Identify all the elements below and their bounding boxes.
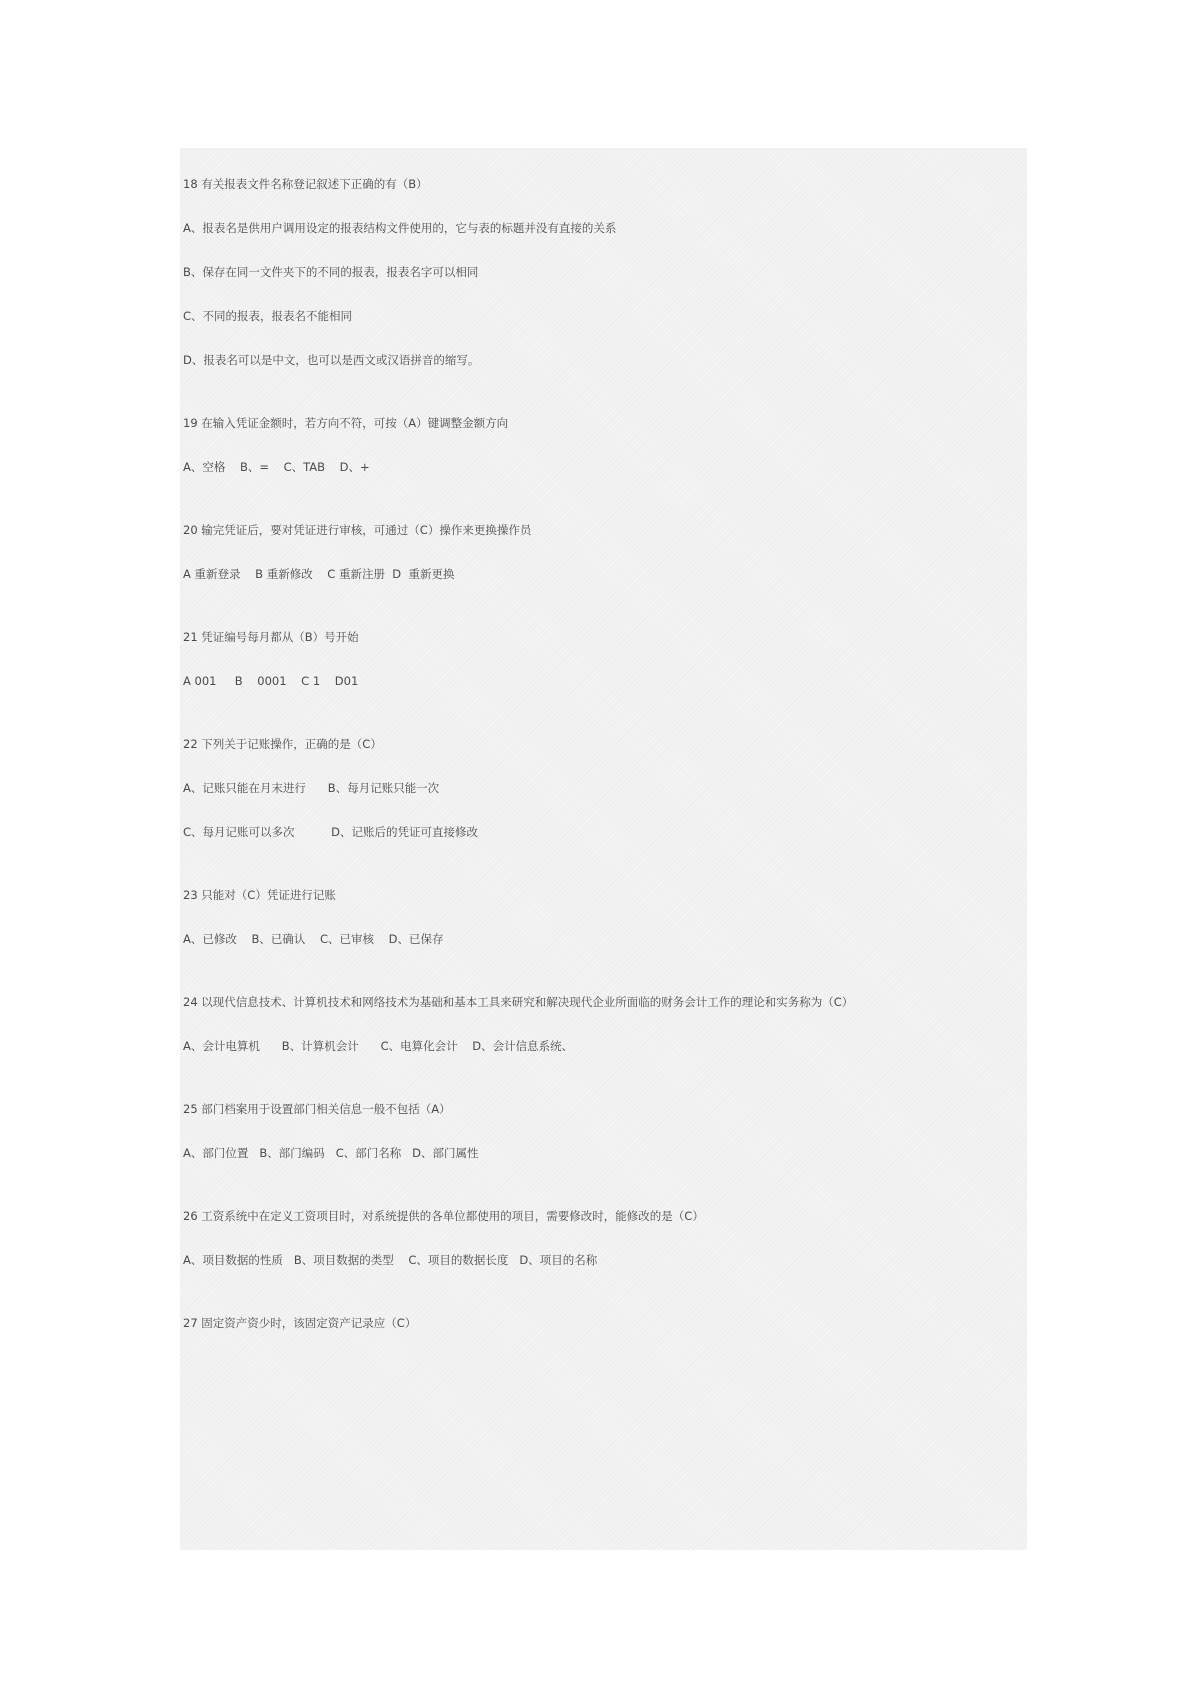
answer-option: A、已修改 B、已确认 C、已审核 D、已保存	[183, 932, 444, 946]
question-block	[183, 413, 1017, 477]
answer-option: A、部门位置 B、部门编码 C、部门名称 D、部门属性	[183, 1146, 479, 1160]
question-text: 19 在输入凭证金额时，若方向不符，可按（A）键调整金额方向	[183, 416, 509, 430]
answer-option: A 重新登录 B 重新修改 C 重新注册 D 重新更换	[183, 567, 455, 581]
answer-option: B、保存在同一文件夹下的不同的报表，报表名字可以相同	[183, 265, 479, 279]
answer-option: A、报表名是供用户调用设定的报表结构文件使用的，它与表的标题并没有直接的关系	[183, 221, 617, 235]
question-block	[183, 174, 1017, 370]
answer-option: A、空格 B、= C、TAB D、+	[183, 460, 370, 474]
question-block	[183, 885, 1017, 949]
question-text: 26 工资系统中在定义工资项目时，对系统提供的各单位都使用的项目，需要修改时，能修改的是（C）	[183, 1209, 704, 1223]
question-block	[183, 627, 1017, 691]
answer-option: A 001 B 0001 C 1 D01	[183, 674, 359, 688]
answer-option: A、会计电算机 B、计算机会计 C、电算化会计 D、会计信息系统、	[183, 1039, 574, 1053]
question-text: 21 凭证编号每月都从（B）号开始	[183, 630, 359, 644]
question-block	[183, 1099, 1017, 1163]
question-block	[183, 734, 1017, 842]
question-block	[183, 992, 1017, 1056]
answer-option: C、不同的报表，报表名不能相同	[183, 309, 353, 323]
question-text: 18 有关报表文件名称登记叙述下正确的有（B）	[183, 177, 428, 191]
answer-option: A、记账只能在月末进行 B、每月记账只能一次	[183, 781, 440, 795]
answer-option: A、项目数据的性质 B、项目数据的类型 C、项目的数据长度 D、项目的名称	[183, 1253, 598, 1267]
question-list	[183, 174, 1017, 1376]
question-text: 23 只能对（C）凭证进行记账	[183, 888, 336, 902]
document-page	[180, 148, 1027, 1550]
question-block	[183, 1206, 1017, 1270]
question-text: 25 部门档案用于设置部门相关信息一般不包括（A）	[183, 1102, 451, 1116]
question-block	[183, 1313, 1017, 1333]
question-block	[183, 520, 1017, 584]
question-text: 27 固定资产资少时，该固定资产记录应（C）	[183, 1316, 417, 1330]
question-text: 22 下列关于记账操作，正确的是（C）	[183, 737, 382, 751]
question-text: 20 输完凭证后，要对凭证进行审核，可通过（C）操作来更换操作员	[183, 523, 532, 537]
answer-option: D、报表名可以是中文，也可以是西文或汉语拼音的缩写。	[183, 353, 480, 367]
answer-option: C、每月记账可以多次 D、记账后的凭证可直接修改	[183, 825, 478, 839]
question-text: 24 以现代信息技术、计算机技术和网络技术为基础和基本工具来研究和解决现代企业所面临的财务会计工作的理论和实务称为（C）	[183, 995, 854, 1009]
